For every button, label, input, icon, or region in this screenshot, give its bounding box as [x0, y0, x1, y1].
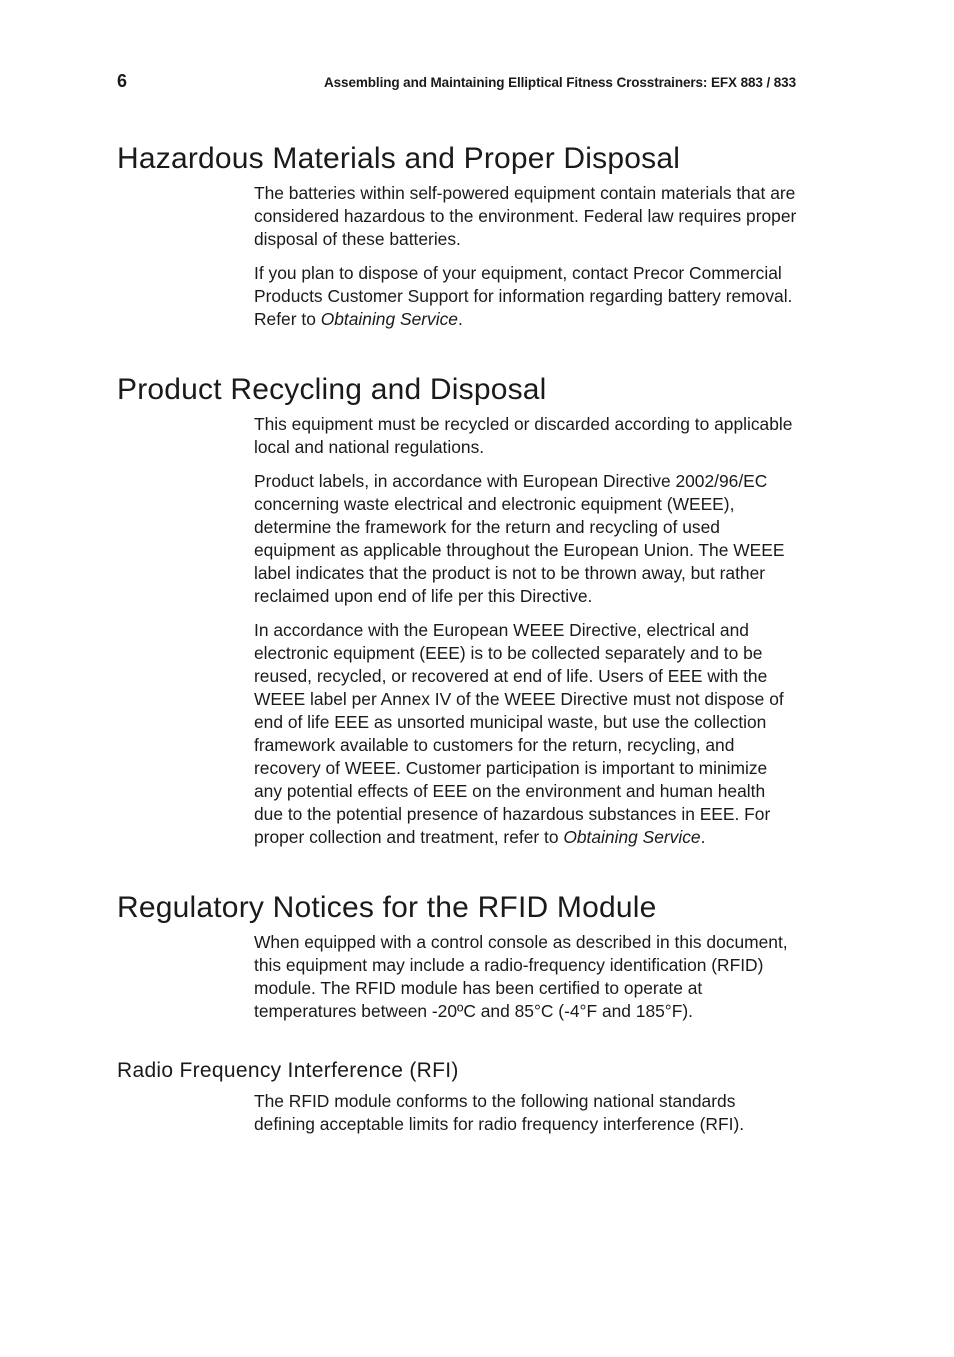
section-product-recycling — [117, 371, 797, 849]
paragraph-text: . — [457, 309, 463, 329]
section-body — [254, 931, 797, 1023]
subsection-rfi — [117, 1057, 797, 1136]
section-heading: Hazardous Materials and Proper Disposal — [117, 142, 681, 175]
paragraph — [254, 262, 797, 331]
section-rfid-regulatory — [117, 889, 797, 1023]
paragraph-text: . — [700, 827, 706, 847]
paragraph: The batteries within self-powered equipment contain materials that are considered hazardous to the environment. Federal law requires proper disposal of these batteries. — [254, 183, 797, 249]
paragraph — [254, 619, 797, 849]
section-body — [254, 182, 797, 331]
section-hazardous-materials — [117, 140, 797, 331]
page-content — [117, 140, 797, 1176]
paragraph-text: In accordance with the European WEEE Directive, electrical and electronic equipment (EEE) is to be collected separately and to be reused, recycled, or recovered at end of life. Users of EEE with the WEEE label per Annex IV of the WEEE Directive must not dispose of end of life EEE as unsorted municipal waste, but use the collection framework available to customers for the return, recycling, and recovery of WEEE. Customer participation is important to minimize any potential effects of EEE on the environment and human health due to the potential presence of hazardous substances in EEE. For proper collection and treatment, refer to — [254, 620, 784, 847]
running-header-title: Assembling and Maintaining Elliptical Fitness Crosstrainers: EFX 883 / 833 — [324, 75, 796, 90]
paragraph: When equipped with a control console as described in this document, this equipment may include a radio-frequency identification (RFID) module. The RFID module has been certified to operate at temperatures between -20ºC and 85°C (-4°F and 185°F). — [254, 932, 788, 1021]
page-number: 6 — [117, 71, 128, 91]
paragraph: The RFID module conforms to the following national standards defining acceptable limits for radio frequency interference (RFI). — [254, 1091, 745, 1134]
paragraph: Product labels, in accordance with European Directive 2002/96/EC concerning waste electrical and electronic equipment (WEEE), determine the framework for the return and recycling of used equipment as applicable throughout the European Union. The WEEE label indicates that the product is not to be thrown away, but rather reclaimed upon end of life per this Directive. — [254, 471, 785, 606]
section-body — [254, 413, 797, 849]
section-heading: Product Recycling and Disposal — [117, 373, 547, 406]
cross-reference: Obtaining Service — [563, 827, 701, 847]
section-heading: Regulatory Notices for the RFID Module — [117, 891, 657, 924]
paragraph: This equipment must be recycled or discarded according to applicable local and national regulations. — [254, 414, 793, 457]
paragraph-text: If you plan to dispose of your equipment, contact Precor Commercial Products Customer Support for information regarding battery removal. Refer to — [254, 263, 793, 329]
section-body — [254, 1090, 797, 1136]
subsection-heading: Radio Frequency Interference (RFI) — [117, 1059, 459, 1082]
cross-reference: Obtaining Service — [320, 309, 458, 329]
